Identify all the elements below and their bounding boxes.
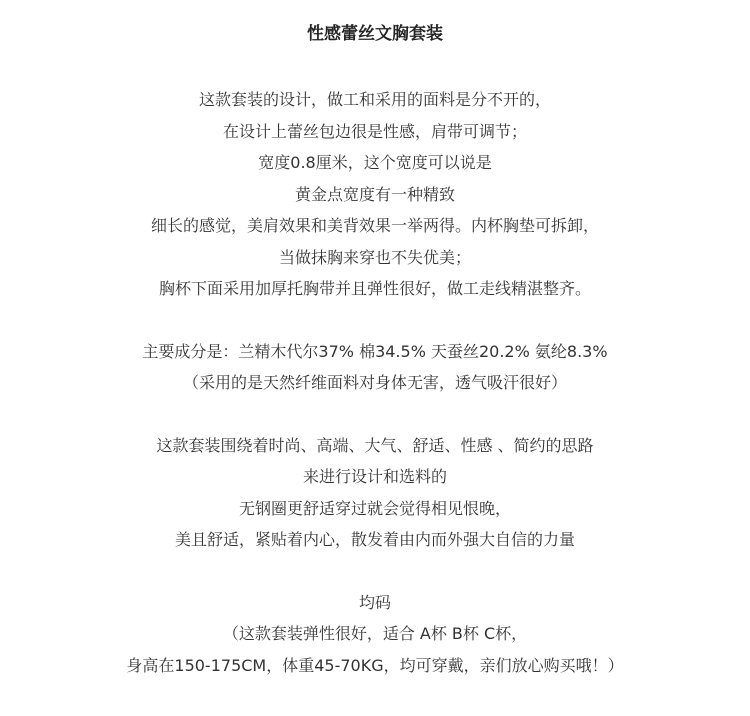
- text-line: 美且舒适，紧贴着内心，散发着由内而外强大自信的力量: [174, 530, 575, 549]
- design-concept-section: [0, 430, 750, 556]
- text-line: 均码: [358, 592, 391, 612]
- design-description-section: [0, 84, 750, 305]
- text-line: 身高在150-175CM，体重45-70KG，均可穿戴，亲们放心购买哦！）: [126, 655, 624, 675]
- text-line: 宽度0.8厘米，这个宽度可以说是: [258, 153, 492, 172]
- text-line: 无钢圈更舒适穿过就会觉得相见恨晚，: [238, 498, 511, 518]
- text-line: （采用的是天然纤维面料对身体无害，透气吸汗很好）: [182, 373, 567, 392]
- size-info-section: [0, 587, 750, 682]
- text-line: 来进行设计和选料的: [302, 467, 447, 486]
- text-line: 黄金点宽度有一种精致: [294, 184, 455, 204]
- text-line: （这款套装弹性很好，适合 A杯 B杯 C杯，: [222, 624, 528, 643]
- text-line: 胸杯下面采用加厚托胸带并且弹性很好，做工走线精湛整齐。: [158, 279, 591, 298]
- text-line: 当做抹胸来穿也不失优美；: [278, 247, 471, 267]
- text-line: 在设计上蕾丝包边很是性感，肩带可调节；: [222, 121, 527, 141]
- text-line: 主要成分是：兰精木代尔37% 棉34.5% 天蚕丝20.2% 氨纶8.3%: [142, 341, 608, 361]
- text-line: 这款套装的设计，做工和采用的面料是分不开的，: [198, 90, 551, 109]
- text-line: 这款套装围绕着时尚、高端、大气、舒适、性感 、简约的思路: [156, 435, 594, 455]
- text-line: 细长的感觉，美肩效果和美背效果一举两得。内杯胸垫可拆卸，: [150, 216, 599, 235]
- page-title: 性感蕾丝文胸套装: [307, 24, 443, 44]
- material-composition-section: [0, 336, 750, 399]
